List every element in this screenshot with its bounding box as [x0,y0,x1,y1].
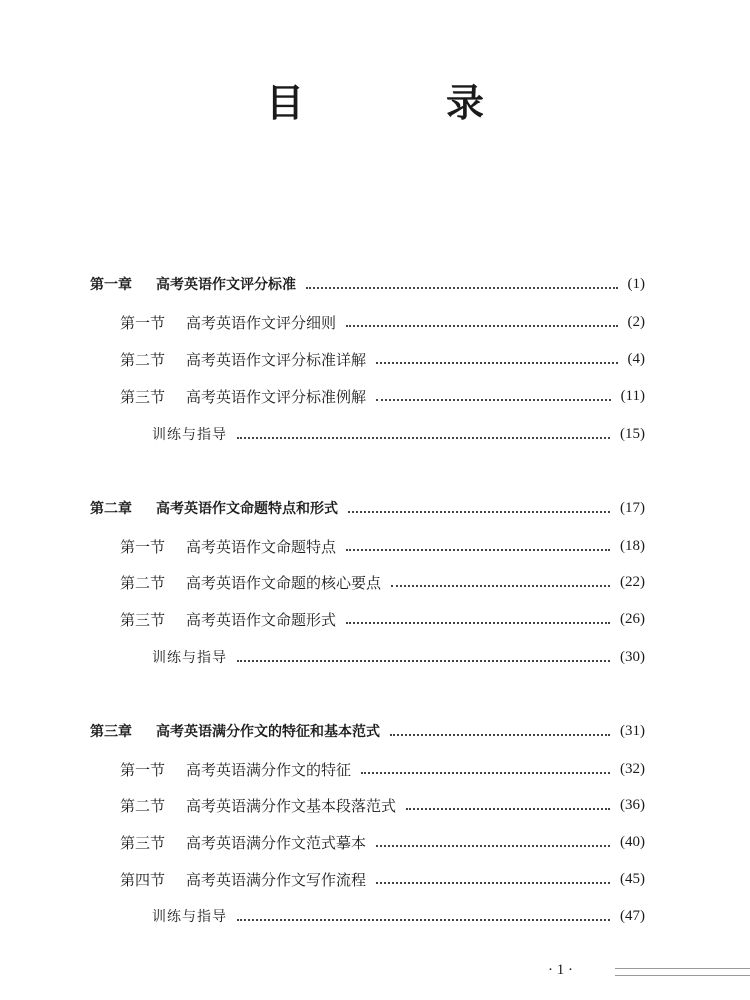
entry-number: 第一节 [120,537,166,556]
toc-section-3-1[interactable] [0,756,750,782]
dot-leader [237,918,610,921]
entry-page: (40) [620,833,645,850]
entry-page: (1) [627,275,645,292]
entry-page: (11) [620,387,645,404]
entry-title: 高考英语作文命题特点 [186,537,337,556]
entry-page: (45) [620,870,645,887]
entry-number: 第二节 [120,573,166,592]
entry-page: (36) [620,796,645,813]
entry-number: 第三节 [120,833,166,852]
entry-page: (4) [627,350,645,367]
entry-page: (18) [620,537,645,554]
footer-rule [615,968,750,976]
dot-leader [361,771,610,774]
dot-leader [376,361,617,364]
toc-chapter-1[interactable] [0,271,750,297]
dot-leader [346,324,617,327]
toc-section-1-1[interactable] [0,309,750,335]
toc-section-2-1[interactable] [0,533,750,559]
toc-section-1-3[interactable] [0,383,750,409]
entry-page: (31) [620,722,645,739]
entry-title: 高考英语作文评分标准例解 [186,387,367,406]
dot-leader [306,286,618,289]
entry-number: 第二章 [90,501,132,517]
toc-exercise-2[interactable] [0,644,750,670]
entry-title: 高考英语作文评分标准 [156,277,296,293]
entry-number: 第一节 [120,313,166,332]
dot-leader [346,548,610,551]
entry-title: 高考英语作文命题形式 [186,610,337,629]
toc-chapter-2[interactable] [0,495,750,521]
entry-number: 第二节 [120,350,166,369]
entry-page: (2) [627,313,645,330]
entry-number: 第一章 [90,277,132,293]
entry-title: 训练与指导 [152,909,227,925]
toc-chapter-3[interactable] [0,718,750,744]
entry-page: (26) [620,610,645,627]
toc-section-3-4[interactable] [0,866,750,892]
entry-page: (32) [620,760,645,777]
entry-title: 高考英语满分作文基本段落范式 [186,796,397,815]
entry-page: (47) [620,907,645,924]
entry-page: (15) [620,425,645,442]
entry-number: 第四节 [120,870,166,889]
dot-leader [348,510,610,513]
dot-leader [390,733,610,736]
toc-section-2-3[interactable] [0,606,750,632]
entry-title: 训练与指导 [152,650,227,666]
toc-section-2-2[interactable] [0,569,750,595]
entry-page: (17) [620,499,645,516]
toc-exercise-3[interactable] [0,903,750,929]
entry-title: 高考英语满分作文的特征 [186,760,352,779]
entry-number: 第三章 [90,724,132,740]
toc-section-3-2[interactable] [0,792,750,818]
entry-title: 训练与指导 [152,427,227,443]
entry-number: 第三节 [120,610,166,629]
toc-section-3-3[interactable] [0,829,750,855]
toc-section-1-2[interactable] [0,346,750,372]
entry-number: 第一节 [120,760,166,779]
dot-leader [391,584,610,587]
entry-page: (30) [620,648,645,665]
toc-exercise-1[interactable] [0,421,750,447]
footer-page-number: · 1 · [548,962,573,978]
entry-title: 高考英语满分作文写作流程 [186,870,367,889]
dot-leader [237,659,610,662]
entry-title: 高考英语满分作文范式摹本 [186,833,367,852]
entry-page: (22) [620,573,645,590]
entry-title: 高考英语作文评分细则 [186,313,337,332]
dot-leader [346,621,610,624]
entry-title: 高考英语作文评分标准详解 [186,350,367,369]
entry-title: 高考英语作文命题特点和形式 [156,501,338,517]
entry-number: 第三节 [120,387,166,406]
dot-leader [376,881,610,884]
entry-title: 高考英语满分作文的特征和基本范式 [156,724,380,740]
dot-leader [376,398,611,401]
entry-title: 高考英语作文命题的核心要点 [186,573,382,592]
entry-number: 第二节 [120,796,166,815]
page-title: 目 录 [265,81,536,125]
dot-leader [406,807,610,810]
dot-leader [237,436,610,439]
dot-leader [376,844,610,847]
